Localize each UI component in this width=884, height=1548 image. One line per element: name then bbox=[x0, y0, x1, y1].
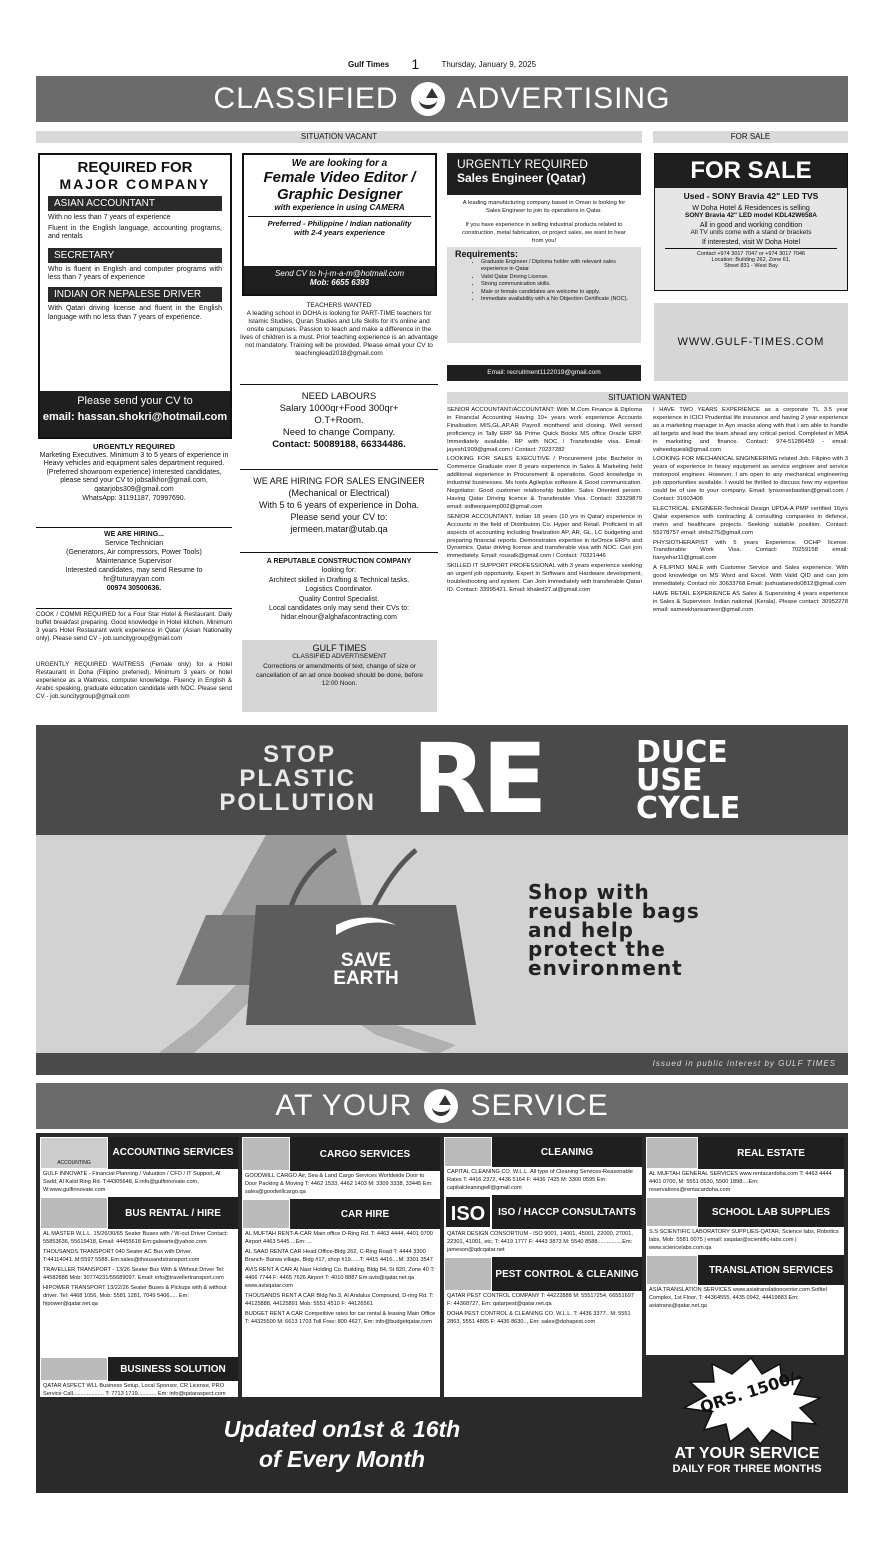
business-header bbox=[40, 1357, 238, 1381]
bag-text bbox=[258, 952, 474, 988]
wanted-item: SKILLED IT SUPPORT PROFESSIONAL with 3 years experience seeking an urgent job opportunity. Expert in Software and Hardware development, troubleshooting and system. Can Join immediately with transferable Qatari ID. Contact: 33995421. Email: khaled27.al@gmail.com bbox=[447, 563, 642, 593]
wanted-item: PHYSIOTHERAPIST with 5 years Experience. OCHP license. Transferable Work Visa. Contact: 70259158 email: hanyehar11@gmail.com bbox=[653, 539, 848, 562]
banner-left-text: AT YOUR bbox=[275, 1089, 413, 1122]
car-title: CAR HIRE bbox=[290, 1199, 440, 1229]
ad-sales-engineer-hiring bbox=[240, 475, 438, 535]
iso-title: ISO / HACCP CONSULTANTS bbox=[492, 1195, 642, 1229]
job-text: With no less than 7 years of experience bbox=[48, 214, 171, 221]
ad-sales-engineer bbox=[447, 153, 641, 381]
ad-intro: A leading manufacturing company based in Oman is looking for Sales Engineer to join its operations in Qatar. bbox=[462, 200, 626, 214]
globe-icon bbox=[646, 1255, 698, 1285]
business-icon bbox=[40, 1357, 108, 1381]
notice-title: GULF TIMES bbox=[312, 643, 367, 653]
accounting-title: ACCOUNTING SERVICES bbox=[108, 1137, 238, 1169]
gt-notice bbox=[242, 640, 437, 712]
ad-line: hidar.elnour@alghafacontracting.com bbox=[280, 614, 398, 622]
ad-line: jermeen.matar@utab.qa bbox=[290, 524, 388, 534]
ad-service-technician bbox=[36, 530, 232, 593]
ad-waitress: URGENTLY REQUIRED WAITRESS (Female only) for a Hotel Restaurant in Doha (Filipino preferred). Minimum 3 years or hotel experience as a Waitress. computer knowledge. Fluency in English & Arabic speaking, graduate education candidate with NOC. Please send CV - job.suncitygroup@gmail.com bbox=[36, 661, 232, 700]
car-listing: AVIS RENT A CAR Al Nasr Holding Co. Building, Bldg 84, St 820, Zone 40 T: 4466 7744 F: 4465 7626 Airport T: 4010 8887 Em:avis@qatar.net.qa www.avisqatar.com bbox=[245, 1267, 435, 1289]
psa-line: Shop with bbox=[528, 880, 650, 904]
ad-line: All TV units come with a stand or brackets bbox=[690, 229, 812, 236]
ship-logo-icon bbox=[424, 1089, 458, 1123]
pest-title: PEST CONTROL & CLEANING bbox=[492, 1257, 642, 1291]
psa-line: and help bbox=[528, 918, 634, 942]
psa-line: protect the bbox=[528, 937, 666, 961]
business-block bbox=[40, 1357, 238, 1397]
ad-role: Sales Engineer (Qatar) bbox=[457, 171, 586, 185]
ad-title: URGENTLY REQUIRED bbox=[92, 442, 176, 451]
bus-listing: THOUSANDS TRANSPORT 040 Seater AC Bus with Driver. T:44114041..M:5597 5588..Em:sales@thousandstransport.com bbox=[43, 1249, 200, 1263]
ad-body: Marketing Executives. Minimum 3 to 5 years of experience in Heavy vehicles and equipment sales department required. (Preferred showroom experience) Interested candidates, please send your CV to jobsalkhor@gmail.com, qatarjobs309@gmail.com bbox=[39, 451, 229, 493]
service-col-2 bbox=[242, 1137, 440, 1397]
requirements-block bbox=[447, 247, 641, 343]
ad-title-1: REQUIRED FOR bbox=[77, 159, 193, 176]
accounting-header bbox=[40, 1137, 238, 1169]
ad-line: Logistics Coordinator. bbox=[305, 586, 373, 594]
list-item: • Valid Qatar Driving License. bbox=[481, 274, 633, 281]
bus-header bbox=[40, 1197, 238, 1229]
cargo-title: CARGO SERVICES bbox=[290, 1137, 440, 1171]
contact-email: Send CV to h-j-m-a-m@hotmail.com bbox=[274, 269, 405, 278]
pest-icon bbox=[444, 1257, 492, 1291]
psa-word: DUCE bbox=[636, 735, 728, 770]
ad-line: SONY Bravia 42" LED model KDL42W658A bbox=[685, 212, 817, 219]
ad-need-labours bbox=[240, 391, 438, 451]
ad-line: Contact: 50089188, 66334486. bbox=[272, 439, 406, 450]
pest-listing: DOHA PEST CONTROL & CLEANING CO. W.L.L. T: 4436 3377.. M: 5551 2863, 5551 4805 F: 4436 8630.., Em: sales@dohapest.com bbox=[447, 1311, 631, 1325]
section-for-sale: FOR SALE bbox=[653, 131, 848, 143]
ad-line: with experience in using CAMERA bbox=[274, 203, 405, 212]
ad-intro: If you have experience in selling industrial products related to construction, metal fabrication, or project sales, we want to hear from you! bbox=[462, 222, 626, 244]
cargo-icon bbox=[242, 1137, 290, 1171]
ad-line: Quality Control Specialist. bbox=[298, 595, 380, 603]
ad-line: Maintenance Supervisor bbox=[96, 558, 172, 565]
car-icon bbox=[242, 1199, 290, 1229]
ad-line: looking for: bbox=[321, 567, 357, 575]
ad-line: with 2-4 years experience bbox=[294, 228, 385, 237]
banner-left-text: CLASSIFIED bbox=[213, 82, 399, 115]
job-asian-accountant: ASIAN ACCOUNTANT bbox=[48, 196, 222, 211]
cleaning-header bbox=[444, 1137, 642, 1167]
list-item: • Male or female candidates are welcome to apply. bbox=[481, 289, 633, 296]
psa-word: USE bbox=[636, 763, 703, 798]
psa-line: reusable bags bbox=[528, 899, 700, 923]
wanted-item: I HAVE TWO YEARS EXPERIENCE as a corporate TL 3.5 year experience in ICICI Prudential life insurance and having 2 year experience as a marketing manager in Ayn snacks along with that i am able to handle all targets and lead the team ahead any critical period. Completed in MBA in marketing and finance. Contact: 974-51286459 - email: vaheedqueali@gmail.com bbox=[653, 407, 848, 453]
bus-title: BUS RENTAL / HIRE bbox=[108, 1197, 238, 1229]
ad-title: NEED LABOURS bbox=[301, 391, 377, 402]
wanted-column-2 bbox=[653, 407, 848, 615]
cta-text: Please send your CV to bbox=[77, 395, 193, 407]
cargo-header bbox=[242, 1137, 440, 1171]
service-col-3 bbox=[444, 1137, 642, 1397]
job-text: Who is fluent in English and computer programs with less than 7 years of experience bbox=[48, 265, 222, 282]
business-listing: QATAR ASPECT WLL Business Setup, Local Sponsor, CR License, PRO Service Call.................... T: 7713 1719............ Em: info@qataraspect.com bbox=[43, 1383, 226, 1397]
car-listing: BUDGET RENT A CAR Competitive rates for car rental & leasing Main Office T: 44325500 M: 6613 1703 Toll Free: 800 4627, Em: info@budgetqatar.com bbox=[245, 1311, 436, 1325]
notice-body: Corrections or amendments of text, change of size or cancellation of an ad once booked should be done, before 12:00 Noon. bbox=[256, 663, 423, 687]
business-title: BUSINESS SOLUTION bbox=[108, 1357, 238, 1381]
list-item: • Graduate Engineer / Diploma holder with relevant sales experience in Qatar. bbox=[481, 259, 633, 274]
psa-message bbox=[528, 880, 700, 980]
contact-phone: Mob: 6655 6393 bbox=[309, 278, 370, 287]
req-title: Requirements: bbox=[455, 249, 519, 259]
ad-body: A leading school in DOHA is looking for PART-TIME teachers for Islamic Studies, Quran Studies and Life Skills for it's online and onsite campuses. Passion to teach and make a difference in the lives of children is a must. Prior teaching experience is an advantage not mandatory. Training will be provided. Please email your CV to bbox=[240, 310, 438, 349]
ad-video-editor bbox=[242, 153, 437, 296]
footer-subtitle: DAILY FOR THREE MONTHS bbox=[672, 1463, 822, 1475]
wanted-item: SENIOR ACCOUNTANT, Indian 18 years (10 yrs in Qatar) experience in Accounts in the field of Distribution Co. Hyper and Retail. Proficient in all aspects of accounting including finalization AP, AR, GL, LC budgeting and preparing financial reports. Demonstrates expertise in itsOmce ERPs and Dynamics. Qatar driving license and transferable visa with NOC. Can join immediately. Email: rousalk@gmail.com / Contact: 70321446 bbox=[447, 513, 642, 560]
ad-line: We are looking for a bbox=[291, 158, 388, 169]
ad-title: URGENTLY REQUIRED bbox=[457, 157, 588, 171]
psa-credit: Issued in public interest by GULF TIMES bbox=[36, 1053, 848, 1075]
footer-title: AT YOUR SERVICE bbox=[674, 1445, 820, 1462]
notice-subtitle: CLASSIFIED ADVERTISEMENT bbox=[292, 652, 387, 660]
ad-headline: Female Video Editor / bbox=[263, 169, 416, 186]
cleaning-title: CLEANING bbox=[492, 1137, 642, 1167]
psa-word: CYCLE bbox=[636, 791, 741, 826]
ad-line: Please send your CV to: bbox=[290, 512, 388, 522]
ad-marketing-executives bbox=[36, 443, 232, 503]
ad-contact-block bbox=[40, 391, 230, 437]
ad-line: Local candidates only may send their CVs to: bbox=[268, 605, 410, 613]
ad-line: Interested candidates, may send Resume to bbox=[65, 567, 203, 574]
translation-listing: ASIA TRANSLATION SERVICES www.asiatranslationcenter.com Sofitel Complex, 1st Floor, T: 44364555, 4435 0942, 44419883 Em: asiatrans@qatar.net.qa bbox=[649, 1287, 827, 1309]
ad-line: Need to change Company. bbox=[282, 427, 396, 438]
translation-header bbox=[646, 1255, 844, 1285]
wanted-item: HAVE RETAIL EXPERIENCE AS Sales & Supervising 4 years experience in Sales & Supervisor. Indian national (Kerala). Please contact: 30952278 email: sameekhansameer@gmail.com bbox=[653, 590, 848, 613]
ship-logo-icon bbox=[411, 82, 445, 116]
ad-line: W Doha Hotel & Residences is selling bbox=[692, 205, 810, 212]
ad-title: A REPUTABLE CONSTRUCTION COMPANY bbox=[266, 558, 412, 565]
pest-header bbox=[444, 1257, 642, 1291]
schoollab-title: SCHOOL LAB SUPPLIES bbox=[698, 1197, 844, 1227]
section-situation-vacant: SITUATION VACANT bbox=[36, 131, 642, 143]
ad-title: WE ARE HIRING FOR SALES ENGINEER bbox=[253, 476, 425, 486]
cleaning-icon bbox=[444, 1137, 492, 1167]
ad-title: WE ARE HIRING... bbox=[103, 531, 165, 538]
schoollab-listing: S.S SCIENTIFIC LABORATORY SUPPLIES-QATAR, Science labs, Robotics labs, Mob: 5581 0075 | email: ssqatar@scientific-labs.com | www.sciencelabs.com.qa bbox=[649, 1229, 839, 1251]
building-icon bbox=[646, 1137, 698, 1169]
ad-line: If interested, visit W Doha Hotel bbox=[701, 239, 801, 246]
classified-banner bbox=[36, 76, 848, 122]
issue-date: Thursday, January 9, 2025 bbox=[441, 59, 537, 69]
lab-icon bbox=[646, 1197, 698, 1227]
ad-line: Street 831 - West Bay bbox=[724, 263, 778, 269]
bus-icon bbox=[40, 1197, 108, 1229]
realestate-header bbox=[646, 1137, 844, 1169]
psa-re: RE bbox=[412, 725, 544, 835]
job-text: With Qatari driving license and fluent in the English language with no less than 7 years of experience. bbox=[48, 304, 222, 321]
psa-word: PLASTIC bbox=[239, 765, 356, 792]
job-text: Fluent in the English language, accounting programs, and rentals bbox=[48, 224, 222, 241]
ad-email: teachinglead2018@gmail.com bbox=[295, 350, 383, 357]
ad-construction bbox=[240, 557, 438, 623]
wanted-item: ELECTRICAL ENGINEER-Technical Design UPDA-A PMP certified 16yrs Qatar experience with contracting & consulting companies in defence, metro and healthcare projects. Seeking suitable position. Contact: 55278757 email: shits275@gmail.com bbox=[653, 505, 848, 536]
wanted-item: LOOKING FOR MECHANICAL ENGINEERING related Job. Filipino with 3 years of experience in heavy equipment as service engineer and service motorpool engineer. However, I am open to any mechanical engineering job opportunities available. I would be thrilled to discuss how my expertise could be of use to your company. Email: lynsonsebastian@gmail.com / Contact: 31603408 bbox=[653, 456, 848, 502]
bus-listing: TRAVELLER TRANSPORT - 13/26 Seater Bus With & Without Driver Tel: 44582888 Mob: 30774231/55689097. Email: info@travellertransport.com bbox=[43, 1267, 225, 1281]
ad-line: Service Technician bbox=[104, 540, 164, 547]
service-footer bbox=[646, 1445, 848, 1475]
car-listing: AL SAAD RENTA CAR Head Office-Bldg 262, C-Ring Road T: 4444 3300 Branch- Barwa village, Bldg #17, shop #19......T: 4415 4416....M: 3301 3547 bbox=[245, 1249, 433, 1263]
banner-right-text: SERVICE bbox=[470, 1089, 609, 1122]
car-listing: THOUSANDS RENT A CAR Bldg No.3, Al Andalus Compound, D-ring Rd. T: 44125888, 44125891 Mob: 5551 4510 F: 44126561 bbox=[245, 1293, 434, 1307]
cargo-listing: GOODWILL CARGO Air, Sea & Land Cargo Services Worldwide Door to Door Packing & Moving T: 4462 1533, 4462 1403 M: 3309 3338, 33445 Em: sales@goodwillcargo.qa bbox=[245, 1173, 433, 1195]
wanted-column-1 bbox=[447, 407, 642, 595]
ad-major-company bbox=[38, 153, 232, 439]
schoollab-header bbox=[646, 1197, 844, 1227]
car-listing: AL MUFTAH RENT-A-CAR Main office D-Ring Rd. T: 4463 4444, 4401 0700 Airport 4463 5445 ...Em: ... bbox=[245, 1231, 433, 1245]
update-notice bbox=[36, 1400, 648, 1493]
wanted-item: SENIOR ACCOUNTANT/ACCOUNTANT: With M.Com Finance & Diploma in Financial Accounting Having 10+ years work experience Accounts Finalisation MIS,GL,AP,AR Payroll monthend and closing. Well versed proficiency in Tally ERP 9& Prime Quick Books MS office Oracle ERP. Immediately available. RP with NOC / Transferable visa. Email: jayesh1909@gmail.com / Contact: 70237282 bbox=[447, 407, 642, 453]
section-situation-wanted: SITUATION WANTED bbox=[447, 392, 848, 404]
bus-listing: AL MASTER W.L.L. 15/26/30/65 Seater Buses with / W-out Driver Contact: 55853636, 55619418, Email: 44455618 Em:galwarte@yahoo.com bbox=[43, 1231, 228, 1245]
page-number: 1 bbox=[411, 56, 420, 72]
ad-phone: WhatsApp: 31191187, 70997690. bbox=[82, 494, 186, 502]
ad-line: Preferred - Philippine / Indian nationality bbox=[267, 219, 412, 228]
realestate-listing: AL MUFTAH GENERAL SERVICES www.rentacardoha.com T: 4463 4444 4401 0700, M: 5551 0530, 5500 1898....Em: reservations@rentacardoha.com bbox=[649, 1171, 832, 1193]
website-link[interactable]: WWW.GULF-TIMES.COM bbox=[654, 303, 848, 381]
ad-for-sale-tv bbox=[654, 153, 848, 291]
accounting-listing: GULF INNOVATE - Financial Planning / Valuation / CFO / IT Support, Al Sadd, Al Kalid Ring Rd. T:44305648, E:info@gulfinnovate.com, W:www.gulfinnovate.com bbox=[43, 1171, 221, 1193]
cleaning-listing: CAPITAL CLEANING CO. W.L.L. All type of Cleaning Services-Reasonable Rates T: 4416 2372, 4436 5164 F: 4436 7425 M: 3300 0595 Em: capitalcleaningwll@gmail.com bbox=[447, 1169, 633, 1191]
ad-line: With 5 to 6 years of experience in Doha. bbox=[258, 500, 420, 510]
ad-title: FOR SALE bbox=[655, 154, 847, 188]
job-driver: INDIAN OR NEPALESE DRIVER bbox=[48, 287, 222, 302]
ad-line: Architect skilled in Drafting & Technical tasks. bbox=[268, 576, 410, 584]
psa-line: environment bbox=[528, 956, 683, 980]
bag-word: EARTH bbox=[333, 968, 399, 989]
psa-word: POLLUTION bbox=[219, 789, 376, 816]
masthead bbox=[36, 56, 848, 74]
ad-contact-block bbox=[244, 266, 435, 294]
job-secretary: SECRETARY bbox=[48, 248, 222, 263]
ad-teachers bbox=[240, 302, 438, 358]
realestate-title: REAL ESTATE bbox=[698, 1137, 844, 1169]
iso-header bbox=[444, 1195, 642, 1229]
ad-line: All in good and working condition bbox=[699, 222, 803, 229]
price-text: QRS. 1500/- bbox=[697, 1366, 805, 1417]
ad-title: TEACHERS WANTED bbox=[306, 302, 372, 309]
paper-name: Gulf Times bbox=[347, 59, 390, 69]
list-item: • Immediate availability with a No Objection Certificate (NOC). bbox=[481, 296, 633, 303]
ad-line: 00974 30500636. bbox=[106, 585, 162, 592]
service-banner bbox=[36, 1083, 848, 1129]
psa-plastic-ad bbox=[36, 725, 848, 1075]
ad-line: (Generators, Air compressors, Power Tools) bbox=[66, 549, 202, 556]
contact-email: Email: recruitment1122019@gmail.com bbox=[447, 365, 641, 381]
update-line: Updated on1st & 16th bbox=[223, 1416, 461, 1442]
bag-word: SAVE bbox=[340, 950, 392, 971]
iso-icon: ISO bbox=[444, 1195, 492, 1229]
ad-header bbox=[447, 153, 641, 195]
ad-line: Salary 1000qr+Food 300qr+ bbox=[279, 403, 399, 414]
ad-line: hr@tuturayyan.com bbox=[103, 576, 165, 583]
contact-email: email: hassan.shokri@hotmail.com bbox=[42, 411, 228, 423]
ad-line: Location: Building 262, Zone 61, bbox=[711, 257, 791, 263]
ad-line: O.T+Room. bbox=[314, 415, 364, 426]
banner-right-text: ADVERTISING bbox=[456, 82, 671, 115]
service-col-4 bbox=[646, 1137, 844, 1355]
ad-cook: COOK / COMMI REQUIRED for a Four Star Hotel & Restaurant. Daily buffet breakfast preparing. Good knowledge in Hotel kitchen. Minimum 3 years Hotel Restaurant work experience in Qatar (Asian Nationality only). Please send CV - job.suncitygroup@gmail.com bbox=[36, 611, 232, 642]
ad-line: Contact +974 3017 7047 or +974 3017 7046 bbox=[696, 251, 806, 257]
car-header bbox=[242, 1199, 440, 1229]
bus-listing: HIPOWER TRANSPORT 13/22/26 Seater Buses & Pickups with & without driver. Tel: 4468 1056, Mob: 5581 1281, 7049 5406..... Em: hipower@qatar.net.qa bbox=[43, 1285, 227, 1307]
list-item: • Strong communication skills. bbox=[481, 281, 633, 288]
accounting-logo-icon: ACCOUNTING bbox=[40, 1137, 108, 1169]
ad-headline: Graphic Designer bbox=[276, 186, 403, 203]
psa-word: STOP bbox=[263, 741, 336, 768]
woman-with-bag-illustration bbox=[36, 725, 848, 1075]
wanted-item: A FILIPINO MALE with Customer Service and Sales experience. With good knowledge on MS Word and Excel. With Valid QID and can join immediately. Contact no: 30633768 Email: joshuatanedo0812@gmail.com bbox=[653, 565, 848, 588]
translation-title: TRANSLATION SERVICES bbox=[698, 1255, 844, 1285]
service-col-1 bbox=[40, 1137, 238, 1387]
wanted-item: LOOKING FOR SALES EXECUTIVE / Procurement jobs Bachelor in Commerce Graduate over 8 years experience in Sales & Marketing held additional experience in Procurement & operations. Good knowledge in industrial businesses. Ms tools Agileplus software & Good communication. Negotiator. Good customer relationship builder. Sales Oriented person. Having Qatar Driving licence & Transferable Visa. Contact: 33329879 email: sidheequemp002@gmail.com bbox=[447, 456, 642, 510]
ad-title-2: MAJOR COMPANY bbox=[59, 176, 211, 192]
ad-line: Used - SONY Bravia 42" LED TVS bbox=[683, 191, 819, 201]
update-line: of Every Month bbox=[258, 1446, 426, 1472]
ad-line: (Mechanical or Electrical) bbox=[288, 488, 390, 498]
pest-listing: QATAR PEST CONTROL COMPANY T: 44222888 M: 55517254, 66551697 F: 44368727, Em: qatarpest@qatar.net.qa bbox=[447, 1293, 634, 1307]
iso-listing: QATAR DESIGN CONSORTIUM - ISO 9001, 14001, 45001, 22000, 27001, 22301, 41001, etc. T: 4419 1777 F: 4443 3873 M: 5540 8588................Em: jameson@qdcqatar.net bbox=[447, 1231, 633, 1253]
